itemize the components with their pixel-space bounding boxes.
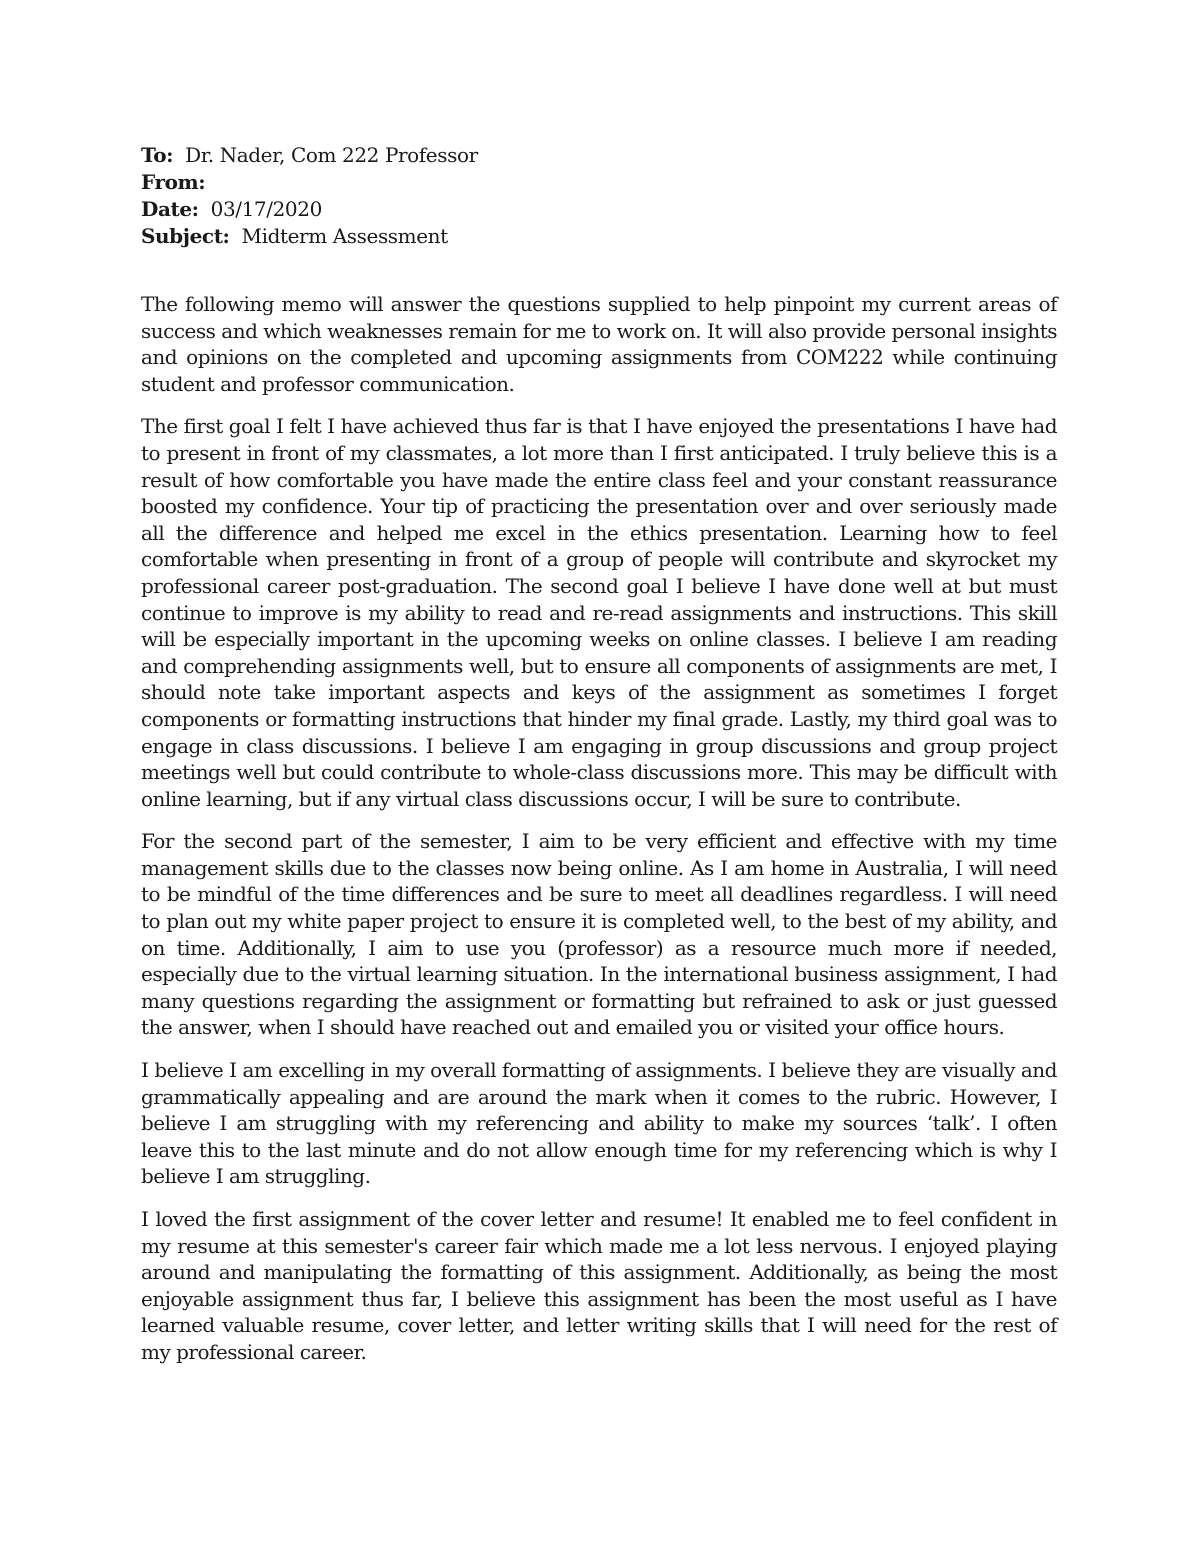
from-line — [141, 169, 1061, 196]
subject-label: Subject: — [141, 224, 230, 248]
date-value: 03/17/2020 — [210, 197, 322, 221]
to-value: Dr. Nader, Com 222 Professor — [185, 143, 478, 167]
paragraph-second-semester: For the second part of the semester, I aim to be very efficient and effective with my time management skills due to the classes now being online. As I am home in Australia, I will need to be mindful of the time differences and be sure to meet all deadlines regardless. I will need to plan out my white paper project to ensure it is completed well, to the best of my ability, and on time. Additionally, I aim to use you (professor) as a resource much more if needed, especially due to the virtual learning situation. In the international business assignment, I had many questions regarding the assignment or formatting but refrained to ask or just guessed the answer, when I should have reached out and emailed you or visited your office hours. — [141, 829, 1057, 1040]
subject-line — [141, 223, 1061, 250]
paragraph-goals: The first goal I felt I have achieved thus far is that I have enjoyed the presentations I have had to present in front of my classmates, a lot more than I first anticipated. I truly believe this is a result of how comfortable you have made the entire class feel and your constant reassurance boosted my confidence. Your tip of practicing the presentation over and over seriously made all the difference and helped me excel in the ethics presentation. Learning how to feel comfortable when presenting in front of a group of people will contribute and skyrocket my professional career post-graduation. The second goal I believe I have done well at but must continue to improve is my ability to read and re-read assignments and instructions. This skill will be especially important in the upcoming weeks on online classes. I believe I am reading and comprehending assignments well, but to ensure all components of assignments are met, I should note take important aspects and keys of the assignment as sometimes I forget components or formatting instructions that hinder my final grade. Lastly, my third goal was to engage in class discussions. I believe I am engaging in group discussions and group project meetings well but could contribute to whole-class discussions more. This may be difficult with online learning, but if any virtual class discussions occur, I will be sure to contribute. — [141, 414, 1057, 811]
memo-header — [141, 142, 1061, 250]
to-label: To: — [141, 143, 174, 167]
date-line — [141, 196, 1061, 223]
paragraph-cover-letter: I loved the first assignment of the cover letter and resume! It enabled me to feel confident in my resume at this semester's career fair which made me a lot less nervous. I enjoyed playing around and manipulating the formatting of this assignment. Additionally, as being the most enjoyable assignment thus far, I believe this assignment has been the most useful as I have learned valuable resume, cover letter, and letter writing skills that I will need for the rest of my professional career. — [141, 1207, 1057, 1364]
paragraph-introduction: The following memo will answer the questions supplied to help pinpoint my current areas of success and which weaknesses remain for me to work on. It will also provide personal insights and opinions on the completed and upcoming assignments from COM222 while continuing student and professor communication. — [141, 292, 1057, 396]
subject-value: Midterm Assessment — [241, 224, 448, 248]
from-label: From: — [141, 170, 206, 194]
memo-body — [141, 291, 1057, 1382]
paragraph-formatting: I believe I am excelling in my overall formatting of assignments. I believe they are visually and grammatically appealing and are around the mark when it comes to the rubric. However, I believe I am struggling with my referencing and ability to make my sources ‘talk’. I often leave this to the last minute and do not allow enough time for my referencing which is why I believe I am struggling. — [141, 1058, 1057, 1189]
to-line — [141, 142, 1061, 169]
date-label: Date: — [141, 197, 199, 221]
